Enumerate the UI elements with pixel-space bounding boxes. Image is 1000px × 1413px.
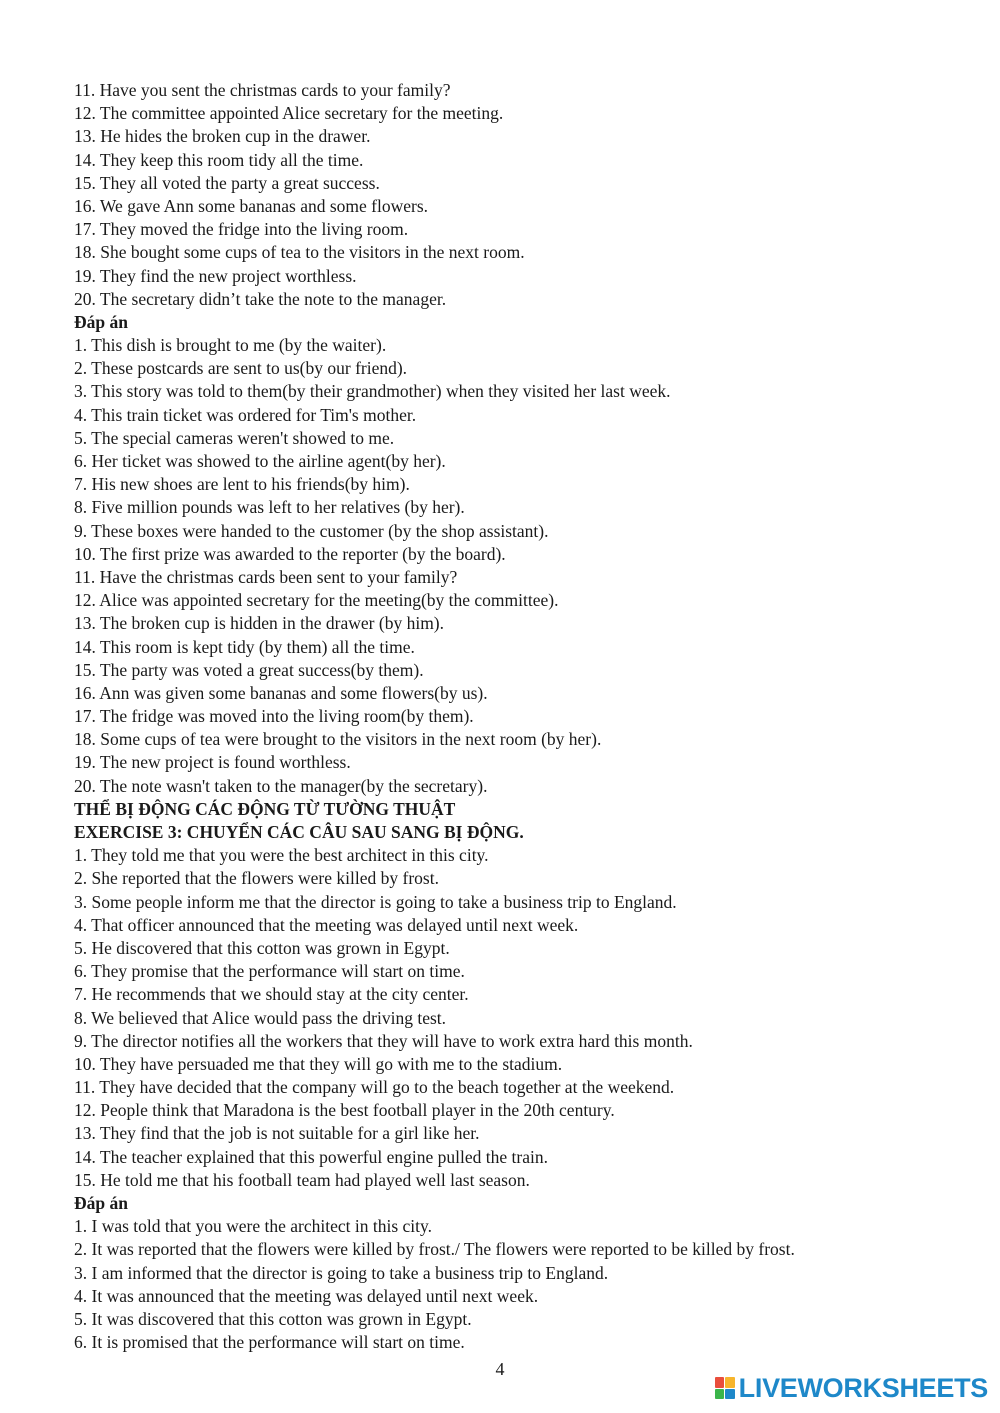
answer-item: 19. The new project is found worthless.	[74, 752, 351, 773]
question-item: 2. She reported that the flowers were killed by frost.	[74, 868, 439, 889]
question-item: 11. They have decided that the company will go to the beach together at the weekend.	[74, 1077, 675, 1098]
question-item: 15. They all voted the party a great success.	[74, 172, 380, 193]
question-item: 15. He told me that his football team had played well last season.	[74, 1169, 530, 1190]
question-item: 3. Some people inform me that the director is going to take a business trip to England.	[74, 891, 677, 912]
exercise3-answer-list	[74, 1215, 974, 1354]
question-item: 6. They promise that the performance will start on time.	[74, 961, 465, 982]
logo-square	[715, 1389, 725, 1400]
exercise3-title: EXERCISE 3: CHUYỂN CÁC CÂU SAU SANG BỊ ĐỘNG.	[74, 822, 524, 842]
answer-item: 11. Have the christmas cards been sent to your family?	[74, 566, 458, 587]
answer-item: 4. This train ticket was ordered for Tim's mother.	[74, 404, 417, 425]
answer-item: 3. I am informed that the director is going to take a business trip to England.	[74, 1262, 609, 1283]
answer-item: 14. This room is kept tidy (by them) all the time.	[74, 636, 415, 657]
answer-item: 16. Ann was given some bananas and some flowers(by us).	[74, 682, 488, 703]
answer-item: 10. The first prize was awarded to the reporter (by the board).	[74, 543, 506, 564]
answer-item: 9. These boxes were handed to the customer (by the shop assistant).	[74, 520, 549, 541]
exercise2-question-list	[74, 79, 974, 311]
answer-item: 4. It was announced that the meeting was delayed until next week.	[74, 1285, 539, 1306]
question-item: 1. They told me that you were the best architect in this city.	[74, 845, 489, 866]
liveworksheets-logo-icon	[715, 1377, 735, 1399]
answer-item: 12. Alice was appointed secretary for the meeting(by the committee).	[74, 590, 559, 611]
exercise3-question-list	[74, 844, 974, 1192]
section-title: THỂ BỊ ĐỘNG CÁC ĐỘNG TỪ TƯỜNG THUẬT	[74, 798, 456, 819]
answer-heading: Đáp án	[74, 311, 128, 332]
question-item: 11. Have you sent the christmas cards to your family?	[74, 80, 451, 100]
question-item: 17. They moved the fridge into the living room.	[74, 219, 409, 240]
answer-item: 7. His new shoes are lent to his friends(by him).	[74, 474, 410, 495]
question-item: 13. They find that the job is not suitable for a girl like her.	[74, 1123, 480, 1144]
liveworksheets-brand[interactable]	[715, 1374, 988, 1402]
question-item: 16. We gave Ann some bananas and some flowers.	[74, 195, 429, 216]
question-item: 5. He discovered that this cotton was grown in Egypt.	[74, 937, 450, 958]
question-item: 18. She bought some cups of tea to the visitors in the next room.	[74, 242, 525, 263]
question-item: 19. They find the new project worthless.	[74, 265, 357, 286]
document-page	[74, 79, 974, 1354]
answer-item: 1. I was told that you were the architect in this city.	[74, 1216, 432, 1237]
exercise2-answer-list	[74, 334, 974, 798]
question-item: 4. That officer announced that the meeting was delayed until next week.	[74, 914, 579, 935]
page-number: 4	[495, 1359, 505, 1379]
question-item: 13. He hides the broken cup in the drawer.	[74, 126, 371, 147]
answer-item: 13. The broken cup is hidden in the drawer (by him).	[74, 613, 445, 634]
answer-item: 5. It was discovered that this cotton was grown in Egypt.	[74, 1308, 472, 1329]
logo-square	[715, 1377, 725, 1388]
answer-item: 5. The special cameras weren't showed to me.	[74, 427, 395, 448]
question-item: 14. The teacher explained that this powerful engine pulled the train.	[74, 1146, 548, 1167]
logo-square	[725, 1389, 735, 1400]
answer-item: 6. Her ticket was showed to the airline agent(by her).	[74, 451, 446, 471]
answer-item: 17. The fridge was moved into the living room(by them).	[74, 706, 474, 727]
answer-heading: Đáp án	[74, 1193, 128, 1213]
question-item: 10. They have persuaded me that they will go with me to the stadium.	[74, 1053, 563, 1074]
question-item: 8. We believed that Alice would pass the driving test.	[74, 1007, 447, 1028]
logo-square	[725, 1377, 735, 1388]
question-item: 20. The secretary didn’t take the note to the manager.	[74, 288, 447, 309]
question-item: 9. The director notifies all the workers that they will have to work extra hard this month.	[74, 1030, 693, 1051]
answer-item: 2. These postcards are sent to us(by our friend).	[74, 358, 408, 379]
question-item: 14. They keep this room tidy all the time.	[74, 149, 364, 170]
question-item: 7. He recommends that we should stay at the city center.	[74, 984, 469, 1005]
answer-item: 8. Five million pounds was left to her relatives (by her).	[74, 497, 465, 518]
brand-wordmark: LIVEWORKSHEETS	[738, 1373, 988, 1403]
answer-item: 6. It is promised that the performance will start on time.	[74, 1332, 465, 1353]
answer-item: 1. This dish is brought to me (by the waiter).	[74, 335, 387, 356]
question-item: 12. The committee appointed Alice secretary for the meeting.	[74, 103, 504, 124]
question-item: 12. People think that Maradona is the best football player in the 20th century.	[74, 1100, 615, 1121]
answer-item: 15. The party was voted a great success(by them).	[74, 659, 424, 680]
answer-item: 20. The note wasn't taken to the manager(by the secretary).	[74, 775, 488, 796]
answer-item: 18. Some cups of tea were brought to the visitors in the next room (by her).	[74, 729, 602, 750]
answer-item: 2. It was reported that the flowers were killed by frost./ The flowers were reported to be killed by frost.	[74, 1239, 795, 1260]
answer-item: 3. This story was told to them(by their grandmother) when they visited her last week.	[74, 381, 671, 402]
